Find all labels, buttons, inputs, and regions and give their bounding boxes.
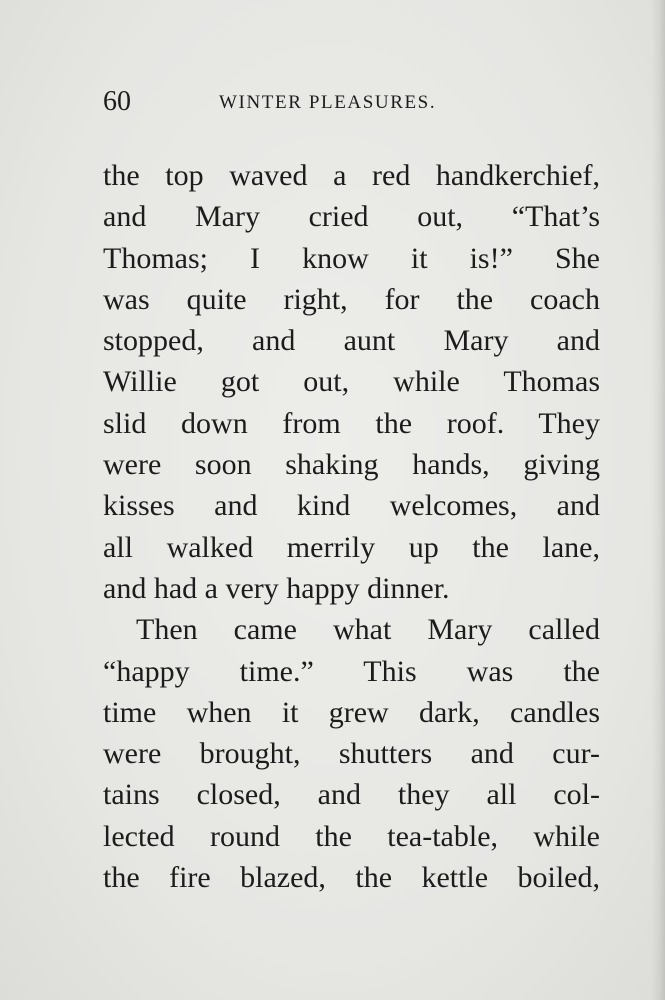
text-line: all walked merrily up the lane, xyxy=(103,530,600,564)
running-title: WINTER PLEASURES. xyxy=(219,92,437,113)
page-number: 60 xyxy=(103,86,131,117)
text-line: were brought, shutters and cur- xyxy=(103,737,600,771)
body-text xyxy=(103,155,600,898)
text-line: time when it grew dark, candles xyxy=(103,695,600,729)
text-line: slid down from the roof. They xyxy=(103,406,600,440)
text-line: Willie got out, while Thomas xyxy=(103,365,600,399)
paragraph-end-line: and had a very happy dinner. xyxy=(103,571,450,605)
running-head xyxy=(103,82,603,122)
text-line: lected round the tea-table, while xyxy=(103,819,600,853)
text-line: was quite right, for the coach xyxy=(103,282,600,316)
text-line: were soon shaking hands, giving xyxy=(103,448,600,482)
text-line: the fire blazed, the kettle boiled, xyxy=(103,861,600,895)
text-line: “happy time.” This was the xyxy=(103,654,600,688)
text-line: and Mary cried out, “That’s xyxy=(103,200,600,234)
text-line: kisses and kind welcomes, and xyxy=(103,489,600,523)
text-line: Thomas; I know it is!” She xyxy=(103,241,600,275)
text-line: tains closed, and they all col- xyxy=(103,778,600,812)
paragraph-start-line: Then came what Mary called xyxy=(136,613,600,647)
page-edge-shadow xyxy=(651,0,665,1000)
text-line: stopped, and aunt Mary and xyxy=(103,324,600,358)
text-line: the top waved a red handkerchief, xyxy=(103,159,600,192)
